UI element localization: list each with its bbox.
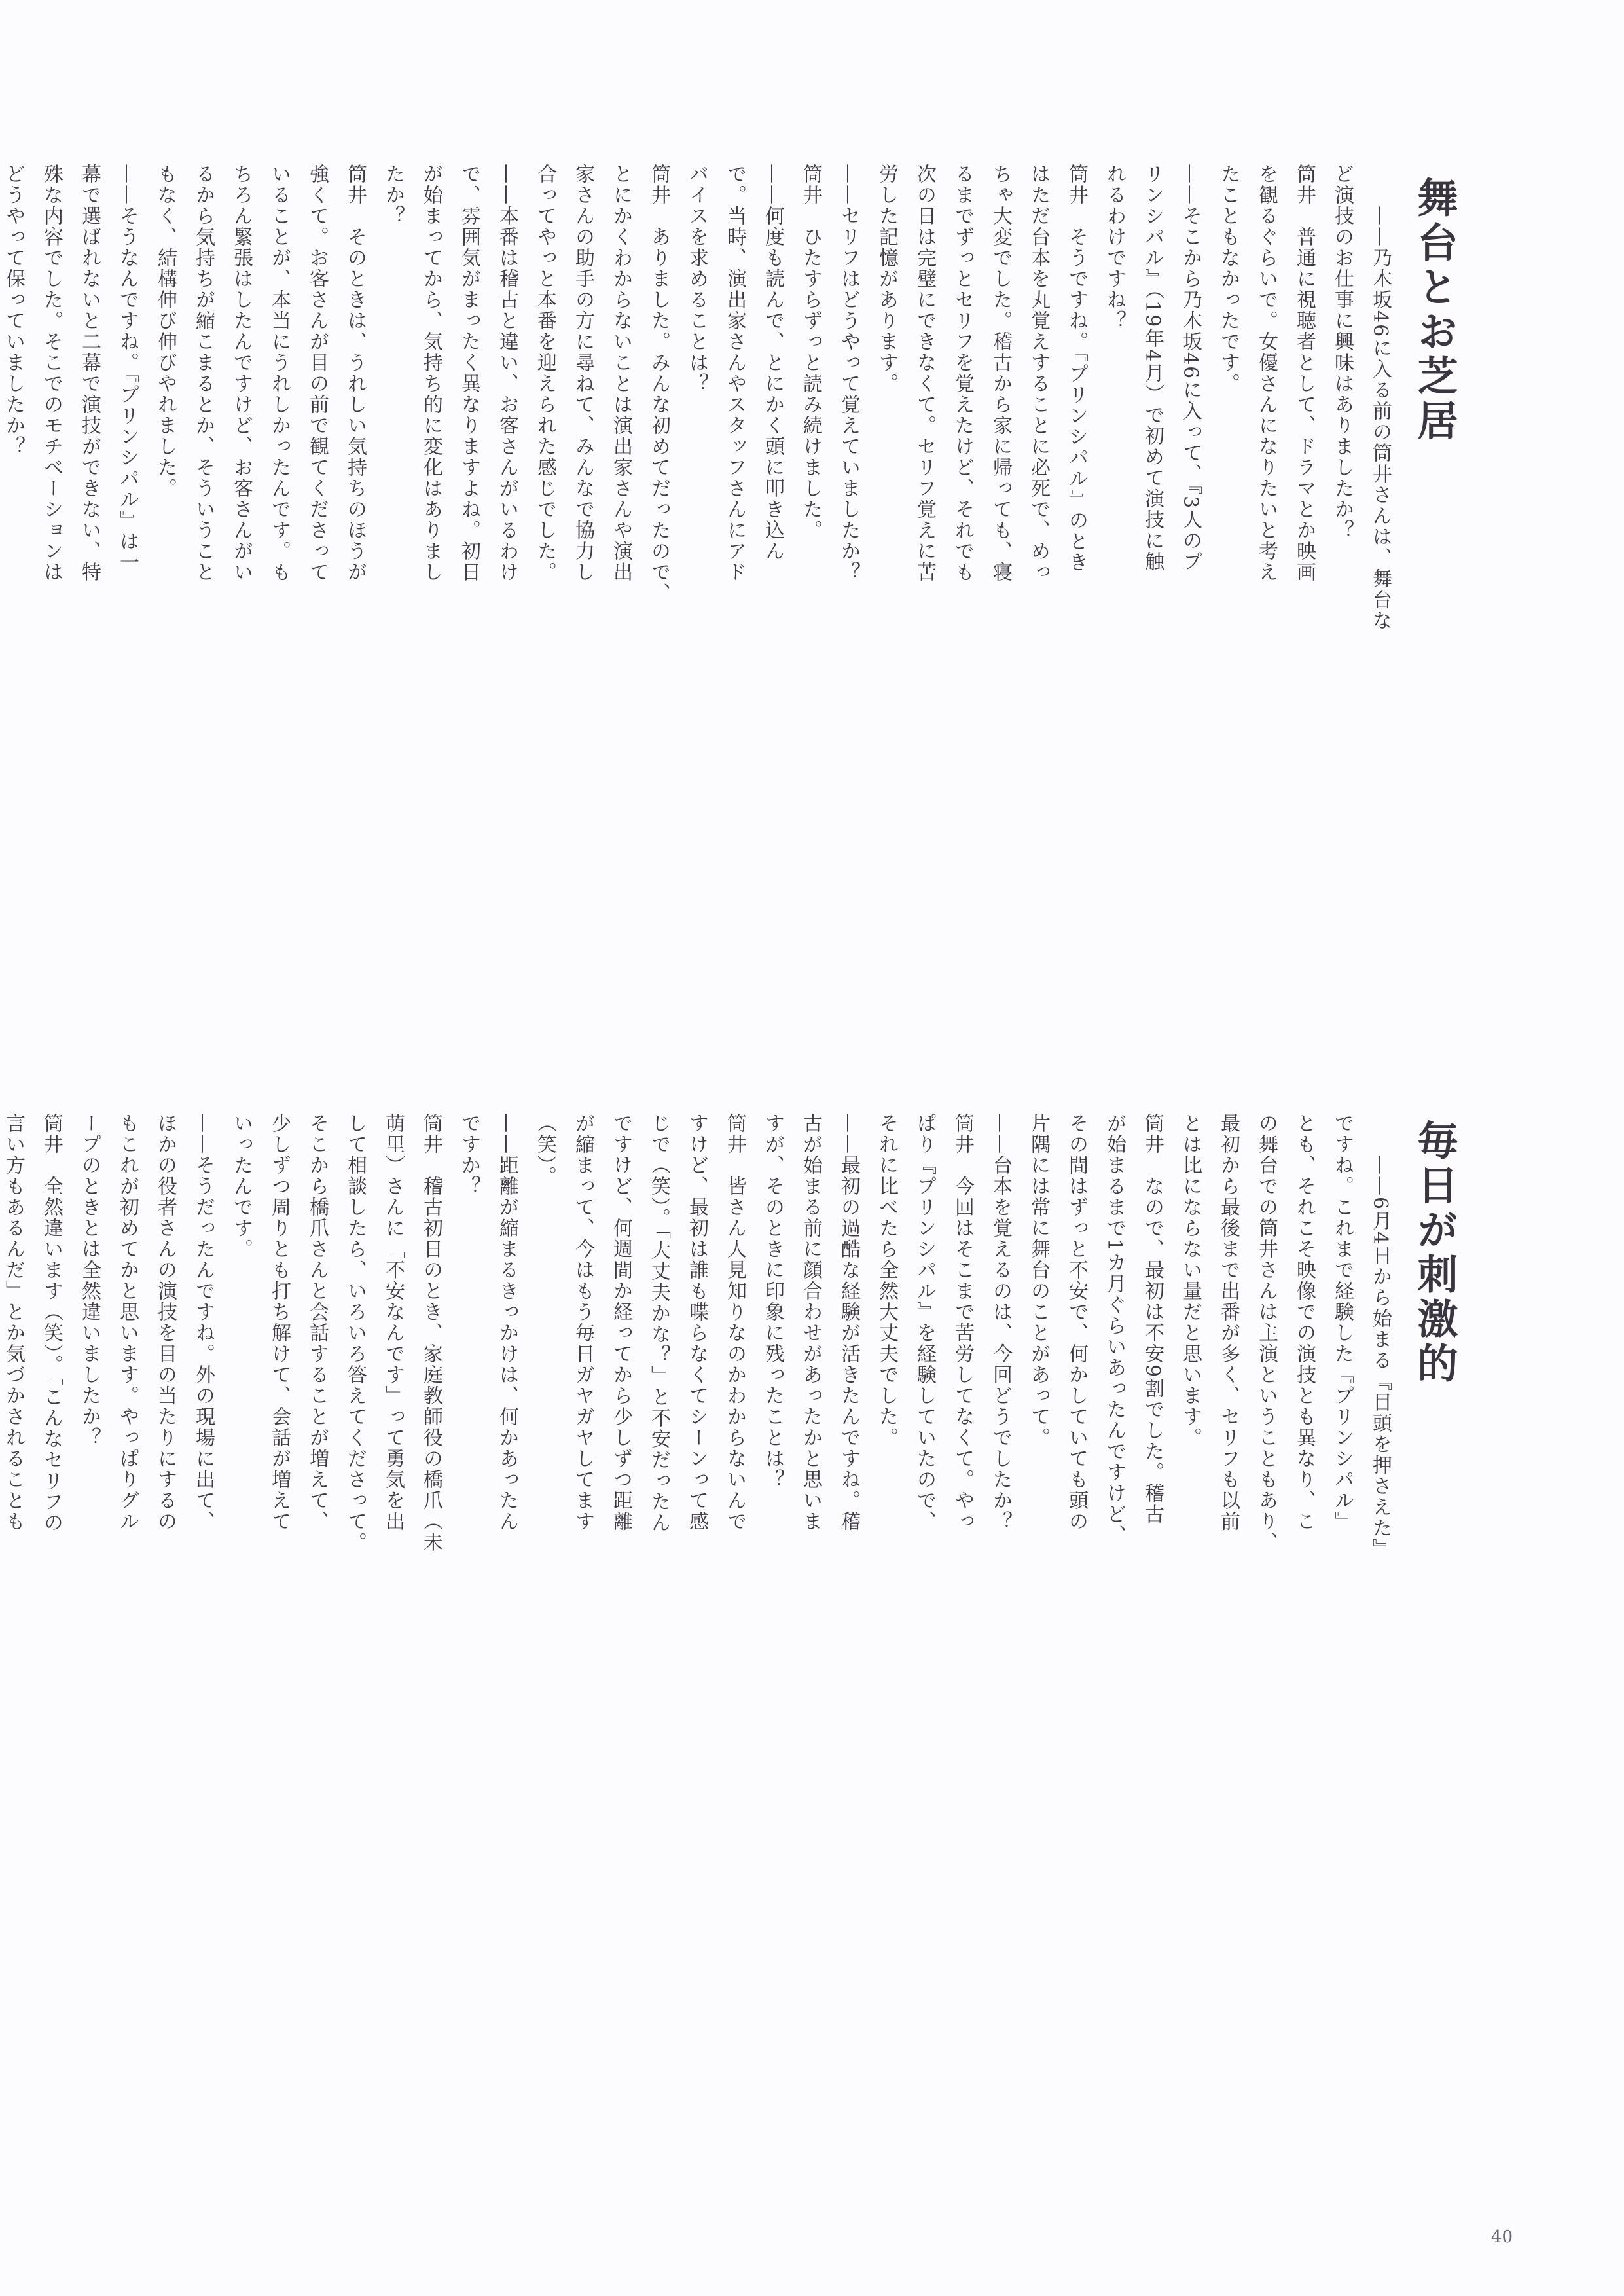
text-column: すけど、最初は誰も喋らなくてシーンって感 <box>685 1113 708 1532</box>
text-column: とも、それこそ映像での演技とも異なり、こ <box>1293 1113 1316 1532</box>
text-column: （笑）。 <box>533 1113 556 1187</box>
text-column: ——本番は稽古と違い、お客さんがいるわけ <box>496 164 518 583</box>
text-column: ど演技のお仕事に興味はありましたか？ <box>1331 164 1354 541</box>
text-column: ——そうだったんですね。外の現場に出て、 <box>192 1113 215 1532</box>
text-column: 筒井 普通に視聴者として、ドラマとか映画 <box>1293 164 1316 583</box>
section-heading-daily: 毎日が刺激的 <box>1411 1120 1458 1387</box>
text-column: ですか？ <box>458 1113 480 1197</box>
text-column <box>1399 1113 1437 1931</box>
text-column: ぱり『プリンシパル』を経験していたので、 <box>913 1113 936 1532</box>
text-column: ですね。これまで経験した『プリンシパル』 <box>1331 1113 1354 1532</box>
text-column: 家さんの助手の方に尋ねて、みんなで協力し <box>571 164 594 583</box>
text-column: はただ台本を丸覚えすることに必死で、めっ <box>1027 164 1050 583</box>
text-column: ちろん緊張はしたんですけど、お客さんがい <box>230 164 253 583</box>
text-column: ——セリフはどうやって覚えていましたか？ <box>837 164 860 583</box>
text-column: いることが、本当にうれしかったんです。も <box>268 164 291 583</box>
text-column: ちゃ大変でした。稽古から家に帰っても、寝 <box>989 164 1012 583</box>
text-column: の舞台での筒井さんは主演ということもあり、 <box>1255 1113 1278 1553</box>
text-column: 最初から最後まで出番が多く、セリフも以前 <box>1217 1113 1240 1532</box>
text-column: リンシパル』（19年4月）で初めて演技に触 <box>1141 164 1164 573</box>
text-column: ープのときとは全然違いましたか？ <box>78 1113 101 1448</box>
text-column: その間はずっと不安で、何かしていても頭の <box>1065 1113 1088 1532</box>
text-column: 筒井 そのときは、うれしい気持ちのほうが <box>344 164 367 583</box>
text-column <box>1437 164 1475 982</box>
text-column: 次の日は完璧にできなくて。セリフ覚えに苦 <box>913 164 936 583</box>
text-column: とにかくわからないことは演出家さんや演出 <box>609 164 632 583</box>
text-column: が縮まって、今はもう毎日ガヤガヤしてます <box>571 1113 594 1532</box>
text-column <box>1475 164 1513 982</box>
text-column: とは比にならない量だと思います。 <box>1179 1113 1202 1448</box>
text-column: 筒井 稽古初日のとき、家庭教師役の橋爪（未 <box>420 1113 442 1553</box>
text-column: ——そこから乃木坂46に入って、『3人のプ <box>1179 164 1202 573</box>
text-column: して相談したら、いろいろ答えてくださって。 <box>344 1113 367 1553</box>
text-column: たこともなかったです。 <box>1217 164 1240 394</box>
text-column: ——最初の過酷な経験が活きたんですね。稽 <box>837 1113 860 1532</box>
text-column: ——距離が縮まるきっかけは、何かあったん <box>496 1113 518 1532</box>
text-column: 古が始まる前に顔合わせがあったかと思いま <box>799 1113 822 1532</box>
text-column <box>1437 1113 1475 1931</box>
text-column: 筒井 今回はそこまで苦労してなくて。やっ <box>951 1113 974 1532</box>
article-block-upper <box>2 164 1513 982</box>
text-column: が始まるまで1カ月ぐらいあったんですけど、 <box>1103 1113 1126 1546</box>
text-column: バイスを求めることは？ <box>685 164 708 394</box>
text-column: 少しずつ周りとも打ち解けて、会話が増えて <box>268 1113 291 1532</box>
text-column: 言い方もあるんだ」とか気づかされることも <box>2 1113 25 1532</box>
text-column: ——そうなんですね。『プリンシパル』は一 <box>116 164 139 573</box>
text-column: ——何度も読んで、とにかく頭に叩き込ん <box>761 164 784 562</box>
text-column: で。当時、演出家さんやスタッフさんにアド <box>723 164 746 583</box>
text-column: もこれが初めてかと思います。やっぱりグル <box>116 1113 139 1532</box>
text-column: が始まってから、気持ち的に変化はありまし <box>420 164 442 583</box>
text-column: ——乃木坂46に入る前の筒井さんは、舞台な <box>1369 164 1392 632</box>
article-block-lower <box>2 1113 1513 1931</box>
text-column: いったんです。 <box>230 1113 253 1260</box>
text-column <box>1475 1113 1513 1931</box>
text-column: るから気持ちが縮こまるとか、そういうこと <box>192 164 215 583</box>
section-heading-stage: 舞台とお芝居 <box>1411 177 1458 444</box>
text-column: を観るぐらいで。女優さんになりたいと考え <box>1255 164 1278 583</box>
text-column: それに比べたら全然大丈夫でした。 <box>875 1113 898 1448</box>
text-column: 合ってやっと本番を迎えられた感じでした。 <box>533 164 556 583</box>
text-column <box>1399 164 1437 982</box>
text-column: れるわけですね？ <box>1103 164 1126 331</box>
text-column: 幕で選ばれないと二幕で演技ができない、特 <box>78 164 101 583</box>
text-column: もなく、結構伸び伸びやれました。 <box>154 164 177 499</box>
text-column: ですけど、何週間か経ってから少しずつ距離 <box>609 1113 632 1532</box>
text-column: 筒井 そうですね。『プリンシパル』のとき <box>1065 164 1088 573</box>
text-column: 殊な内容でした。そこでのモチベーションは <box>40 164 63 583</box>
text-column: たか？ <box>382 164 405 227</box>
text-column: そこから橋爪さんと会話することが増えて、 <box>306 1113 329 1532</box>
text-column: ほかの役者さんの演技を目の当たりにするの <box>154 1113 177 1532</box>
text-column: すが、そのときに印象に残ったことは？ <box>761 1113 784 1490</box>
page-number: 40 <box>1490 2227 1513 2247</box>
text-column: 労した記憶があります。 <box>875 164 898 394</box>
text-column: どうやって保っていましたか？ <box>2 164 25 457</box>
text-column: ——台本を覚えるのは、今回どうでしたか？ <box>989 1113 1012 1532</box>
text-column: るまでずっとセリフを覚えたけど、それでも <box>951 164 974 583</box>
text-column: 萌里）さんに「不安なんです」って勇気を出 <box>382 1113 405 1532</box>
text-column: 筒井 全然違います（笑）。「こんなセリフの <box>40 1113 63 1533</box>
text-column: で、雰囲気がまったく異なりますよね。初日 <box>458 164 480 583</box>
text-column: 筒井 ひたすらずっと読み続けました。 <box>799 164 822 541</box>
text-column: 筒井 皆さん人見知りなのかわからないんで <box>723 1113 746 1532</box>
text-column: ——6月4日から始まる『目頭を押さえた』 <box>1369 1113 1392 1560</box>
text-column: 筒井 ありました。みんな初めてだったので、 <box>647 164 670 604</box>
text-column: 筒井 なので、最初は不安9割でした。稽古 <box>1141 1113 1164 1525</box>
text-column: 強くて。お客さんが目の前で観てくださって <box>306 164 329 583</box>
text-column: 片隅には常に舞台のことがあって。 <box>1027 1113 1050 1448</box>
text-column: じで（笑）。「大丈夫かな？」と不安だったん <box>647 1113 670 1533</box>
